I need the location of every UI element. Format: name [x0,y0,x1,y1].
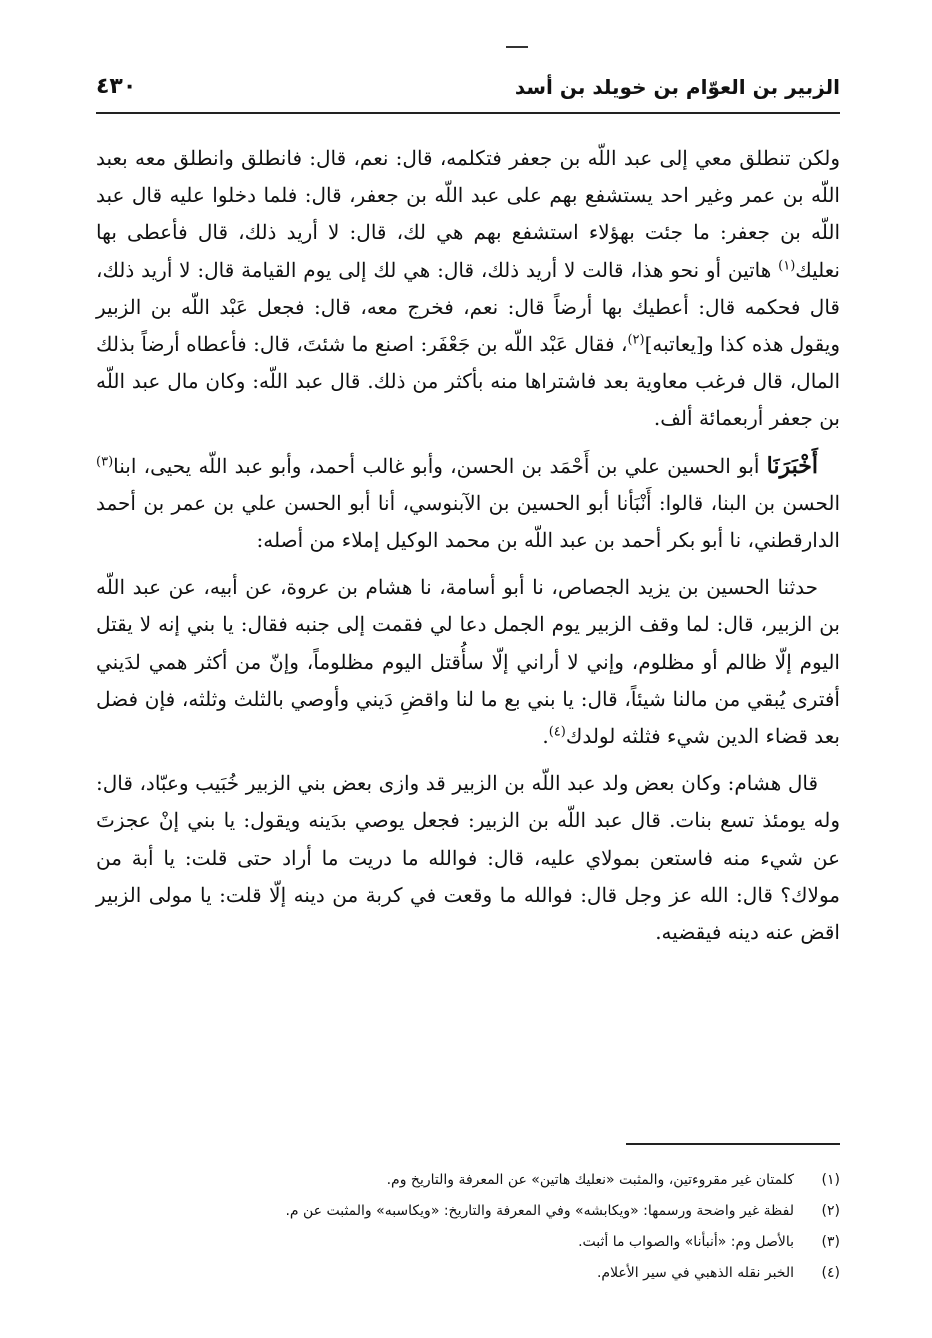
top-dash [506,46,528,48]
footnote-number: (٤) [821,1265,840,1281]
footnote-ref-4: (٤) [548,724,566,740]
footnote-item [96,1196,840,1227]
paragraph-3-text-b: . [542,724,549,749]
paragraph-2-lead-word: أَخْبَرَنَا [766,452,818,479]
running-title: الزبير بن العوّام بن خويلد بن أسد [514,75,840,99]
running-head [96,72,840,106]
footnote-ref-1: (١) [778,257,796,273]
header-rule [96,112,840,114]
paragraph-2-text-b: الحسن بن البنا، قالوا: أَنْبَأنا أبو الحسين بن الآبنوسي، أنا أبو الحسن علي بن عمر بن أحمد الدارقطني، نا أبو بكر أحمد بن عبد اللّه بن محمد الوكيل إملاء من أصله: [96,490,840,553]
footnote-item [96,1258,840,1289]
paragraph-4-text: قال هشام: وكان بعض ولد عبد اللّه بن الزبير قد وازى بعض بني الزبير خُبَيب وعبّاد، قال: وله يومئذ تسع بنات. قال عبد اللّه بن الزبير: فجعل يوصي بدَينه ويقول: يا بني إنْ عجزتَ عن شيء منه فاستعن بمولاي عليه، قال: فوالله ما دريت ما أراد حتى قلت: يا أبة من مولاك؟ قال: الله عز وجل قال: فوالله ما وقعت في كربة من دينه إلّا قلت: يا مولى الزبير اقض عنه دينه فيقضيه. [96,771,840,945]
footnote-text: كلمتان غير مقروءتين، والمثبت «نعليك هاتين» عن المعرفة والتاريخ وم. [386,1172,794,1188]
paragraph-3 [96,569,840,755]
paragraph-1-text-c: ، فقال عَبْد اللّه بن جَعْفَر: اصنع ما شئتَ، قال: فأعطاه أرضاً بذلك المال، قال فرغب معاوية بعد فاشتراها منه بأكثر من ذلك. قال عبد اللّه: وكان مال عبد اللّه بن جعفر أربعمائة ألف. [96,332,840,431]
footnote-number: (١) [821,1172,840,1188]
footnote-text: الخبر نقله الذهبي في سير الأعلام. [596,1265,794,1281]
paragraph-1-text-b: هاتين أو نحو هذا، قالت لا أريد ذلك، قال: هي لك إلى يوم القيامة قال: لا أريد ذلك، قال فحكمه قال: أعطيك بها أرضاً قال: نعم، فخرج معه، قال: فجعل عَبْد اللّه بن الزبير ويقول هذه كذا و[يعاتبه] [96,257,840,357]
footnote-item [96,1165,840,1196]
footnote-text: بالأصل وم: «أنبأنا» والصواب ما أثبت. [578,1234,794,1250]
footnote-ref-2: (٢) [627,332,645,348]
paragraph-1 [96,140,840,438]
paragraph-2 [96,448,840,560]
paragraph-4 [96,765,840,951]
footnotes [96,1165,840,1289]
footnote-rule [626,1143,840,1145]
footnote-item [96,1227,840,1258]
footnote-number: (٣) [821,1234,840,1250]
body-text [96,140,840,951]
footnote-text: لفظة غير واضحة ورسمها: «ويكابشه» وفي المعرفة والتاريخ: «ويكاسبه» والمثبت عن م. [285,1203,794,1219]
paragraph-2-text-a: أبو الحسين علي بن أَحْمَد بن الحسن، وأبو غالب أحمد، وأبو عبد اللّه يحيى، ابنا [113,453,767,478]
paragraph-1-text-a: ولكن تنطلق معي إلى عبد اللّه بن جعفر فتكلمه، قال: نعم، قال: فانطلق وانطلق معه بعبد اللّه بن عمر وغير احد يستشفع بهم على عبد اللّه بن جعفر، قال: فلما دخلوا عليه قال عبد اللّه بن جعفر: ما جئت بهؤلاء استشفع بهم هي لك، قال: لا أريد ذلك، قال فأعطى بها نعليك [96,146,840,282]
paragraph-3-text-a: حدثنا الحسين بن يزيد الجصاص، نا أبو أسامة، نا هشام بن عروة، عن أبيه، عن عبد اللّه بن الزبير، قال: لما وقف الزبير يوم الجمل دعا لي فقمت إلى جنبه فقال: يا بني إنه لا يقتل اليوم إلّا ظالم أو مظلوم، وإني لا أراني إلّا سأُقتل اليوم مظلوماً، وإنّ من أكثر همي لدَيني أفترى يُبقي من مالنا شيئاً، قال: يا بني بع ما لنا واقضِ دَيني وأوصي بالثلث وثلثه، فإن فضل بعد قضاء الدين شيء فثلثه لولدك [96,575,840,749]
footnote-number: (٢) [821,1203,840,1219]
footnote-ref-3: (٣) [96,453,114,469]
page-number: ٤٣٠ [96,74,137,99]
